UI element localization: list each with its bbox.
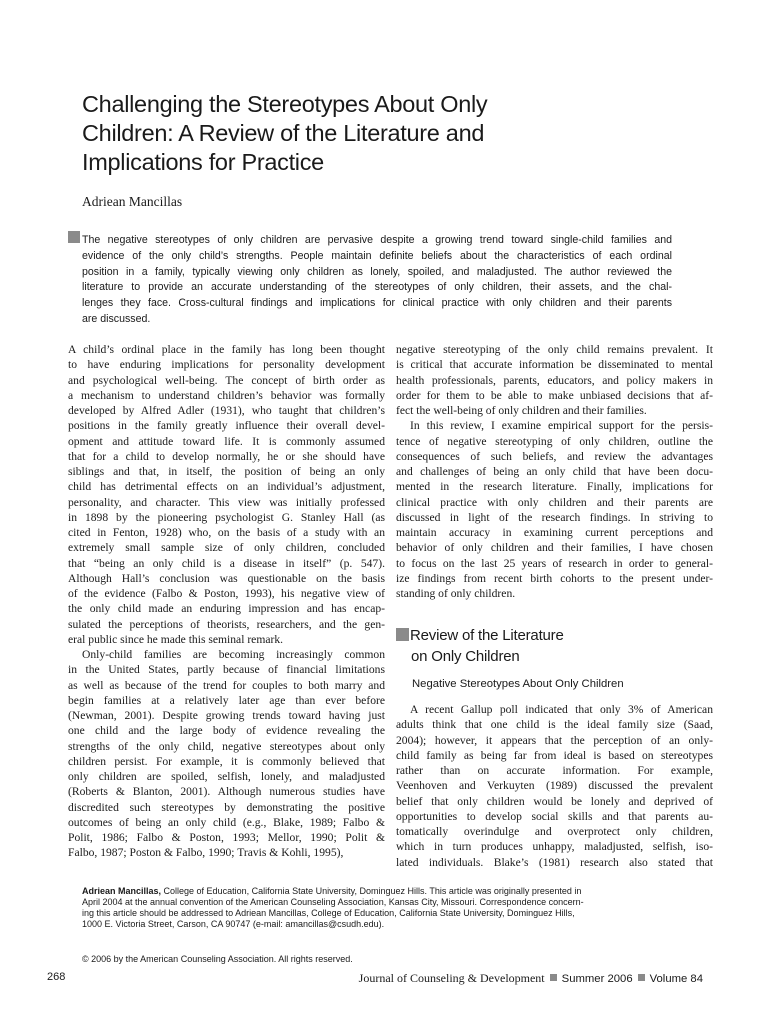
body-text-line: eral public since he made this seminal remark. (68, 632, 284, 646)
body-text-line: behavior of only children and their families, I have chosen (396, 541, 713, 555)
body-text-line: tence of negative stereotyping of only children, outline the (396, 434, 713, 448)
footnote-author-name: Adriean Mancillas, (82, 886, 162, 896)
author-footnote (82, 886, 672, 930)
abstract-line: lenges they face. Cross-cultural findings and implications for clinical practice with only children and their parents (82, 297, 672, 310)
body-text-line: belief that only children would be lonely and deprived of (396, 794, 713, 808)
body-text-line: child family as being far from ideal is based on stereotypes (396, 748, 713, 762)
body-text-line: opment and attitude toward life. It is commonly assumed (68, 434, 385, 448)
title-line: Challenging the Stereotypes About Only (82, 91, 488, 117)
body-text-line: cited in Fenton, 1928) who, on the basis of a study with an (68, 526, 385, 539)
abstract-line: literature to provide an accurate understanding of the stereotypes of only children, their assets, and the chal- (82, 281, 672, 294)
abstract-line: The negative stereotypes of only children are pervasive despite a growing trend toward single-child families and (82, 234, 672, 246)
body-text-line: A recent Gallup poll indicated that only 3% of American (410, 703, 713, 716)
body-text-line: begin families at a relatively later age than ever before (68, 693, 385, 707)
body-text-line: positions in the family greatly influence their overall devel- (68, 419, 385, 433)
subsection-heading: Negative Stereotypes About Only Children (412, 678, 624, 690)
body-text-line: In this review, I examine empirical support for the persis- (410, 419, 713, 433)
title-line: Implications for Practice (82, 149, 324, 175)
abstract-line: position in a family, typically viewing only children as lonely, spoiled, and maladjusted. The author reviewed the (82, 265, 672, 278)
body-text-line: that for a child to develop normally, he or she should have (68, 449, 385, 463)
body-text-line: developed by Alfred Adler (1931), who taught that children’s (68, 404, 385, 417)
separator-square (550, 974, 557, 981)
abstract-line: are discussed. (82, 312, 151, 325)
body-text-line: health professionals, parents, educators, and policy makers in (396, 373, 713, 387)
body-text-line: maintain accuracy in examining current perceptions and (396, 526, 713, 539)
body-text-line: order for them to be able to make unbiased decisions that af- (396, 388, 713, 402)
body-text-line: child has detrimental effects on an individual’s adjustment, (68, 480, 385, 494)
author-name: Adriean Mancillas (82, 194, 183, 209)
body-text-line: adults think that one child is the ideal family size (Saad, (396, 718, 713, 732)
body-text-line: strengths of the only child, negative stereotypes about only (68, 739, 385, 753)
title-line: Children: A Review of the Literature and (82, 120, 485, 146)
abstract-line: evidence of the only child’s strengths. People maintain definite beliefs about the characteristics of each ordinal (82, 249, 672, 262)
journal-name: Journal of Counseling & Development (358, 971, 545, 985)
body-text-line: A child’s ordinal place in the family has long been thought (68, 343, 385, 356)
footnote-line: ing this article should be addressed to Adriean Mancillas, College of Education, California State University, Dominguez Hills, (82, 908, 575, 918)
copyright-notice: © 2006 by the American Counseling Association. All rights reserved. (82, 954, 353, 964)
body-text-line: personality, and character. This view was initially professed (68, 495, 385, 509)
footnote-line: April 2004 at the annual convention of the American Counseling Association, Kansas City, Missouri. Correspondence concern- (82, 897, 584, 907)
body-text-line: is critical that accurate information be disseminated to mental (396, 358, 713, 372)
body-text-line: Falbo, 1987; Poston & Falbo, 1990; Travis & Kohli, 1995), (68, 846, 344, 860)
section-heading (396, 625, 564, 667)
body-text-line: opportunities to develop social skills and that parents au- (396, 809, 713, 823)
body-text-line: and psychological well-being. The concept of birth order as (68, 373, 385, 387)
body-text-line: one child and the large body of evidence revealing the (68, 724, 385, 738)
section-heading-line: on Only Children (411, 648, 520, 665)
body-text-line: fect the well-being of only children and their families. (396, 404, 647, 417)
body-text-line: outcomes of being an only child (e.g., Blake, 1989; Falbo & (68, 815, 385, 829)
body-text-line: consequences of such beliefs, and review the advantages (396, 449, 713, 463)
footnote-line: 1000 E. Victoria Street, Carson, CA 90747 (e-mail: amancillas@csudh.edu). (82, 919, 385, 929)
body-text-line: Although Hall’s conclusion was questionable on the basis (68, 571, 385, 585)
section-heading-line: Review of the Literature (410, 627, 564, 644)
journal-footer (359, 971, 703, 986)
body-text-line: lated individuals. Blake’s (1981) research also stated that (396, 855, 713, 869)
body-text-line: in the United States, partly because of financial limitations (68, 663, 385, 677)
body-text-line: tomatically overindulge and overprotect only children, (396, 825, 713, 838)
body-text-line: only children are spoiled, selfish, lonely, and maladjusted (68, 770, 385, 783)
body-text-line: discredited such stereotypes by demonstrating the positive (68, 800, 385, 814)
journal-issue: Summer 2006 (561, 973, 633, 985)
footnote-line: College of Education, California State University, Dominguez Hills. This article was originally presented in (161, 886, 582, 896)
body-text-line: of the evidence (Falbo & Poston, 1993), his negative view of (68, 587, 385, 600)
body-text-line: sulated the perceptions of theorists, researchers, and the gen- (68, 617, 385, 631)
body-text-line: (Newman, 2001). Despite growing trends toward having just (68, 709, 385, 722)
journal-volume: Volume 84 (649, 973, 703, 985)
body-text-line: siblings and that, in itself, the position of being an only (68, 465, 385, 478)
body-text-line: Only-child families are becoming increasingly common (82, 648, 385, 661)
body-text-line: rather than on accurate information. For example, (396, 764, 713, 777)
body-text-line: ize findings from recent birth cohorts to the present under- (396, 571, 713, 585)
body-text-line: the only child made an enduring impression and has encap- (68, 602, 385, 616)
body-text-line: (Roberts & Blanton, 2001). Although numerous studies have (68, 785, 385, 799)
abstract (82, 233, 672, 328)
body-text-line: Veenhoven and Verkuyten (1989) discussed the prevalent (396, 779, 713, 793)
article-title (82, 90, 642, 177)
body-text-line: and challenges of being an only child that have been docu- (396, 465, 713, 478)
body-text-line: children persist. For example, it is commonly believed that (68, 754, 385, 768)
body-text-line: which in turn produces unhappy, maladjusted, selfish, iso- (396, 840, 713, 854)
body-text-line: in 1898 by the pioneering psychologist G. Stanley Hall (as (68, 510, 385, 524)
body-text-line: mented in the research literature. Finally, implications for (396, 480, 713, 494)
body-text-line: that “being an only child is a disease in itself” (p. 547). (68, 556, 385, 570)
body-text-line: Polit, 1986; Falbo & Poston, 1993; Mellor, 1990; Polit & (68, 831, 385, 844)
body-text-line: discussed in light of the research findings. In striving to (396, 510, 713, 524)
body-text-line: standing of only children. (396, 587, 516, 600)
body-text-line: extremely small sample size of only children, concluded (68, 541, 385, 555)
body-column-right-section (396, 702, 713, 870)
body-text-line: as well as because of the trend for couples to both marry and (68, 678, 385, 692)
abstract-marker-square (68, 231, 80, 243)
body-text-line: to focus on the last 25 years of research in order to general- (396, 556, 713, 570)
page-number: 268 (47, 971, 66, 983)
body-text-line: to have enduring implications for personality development (68, 358, 385, 372)
body-text-line: a mechanism to understand children’s behavior was formally (68, 388, 385, 402)
separator-square (638, 974, 645, 981)
body-column-left (68, 342, 385, 861)
body-text-line: 2004); however, it appears that the perception of an only- (396, 733, 713, 747)
body-text-line: clinical practice with only children and their parents are (396, 495, 713, 509)
body-column-right (396, 342, 713, 601)
section-marker-square (396, 628, 409, 641)
body-text-line: negative stereotyping of the only child remains prevalent. It (396, 343, 713, 356)
